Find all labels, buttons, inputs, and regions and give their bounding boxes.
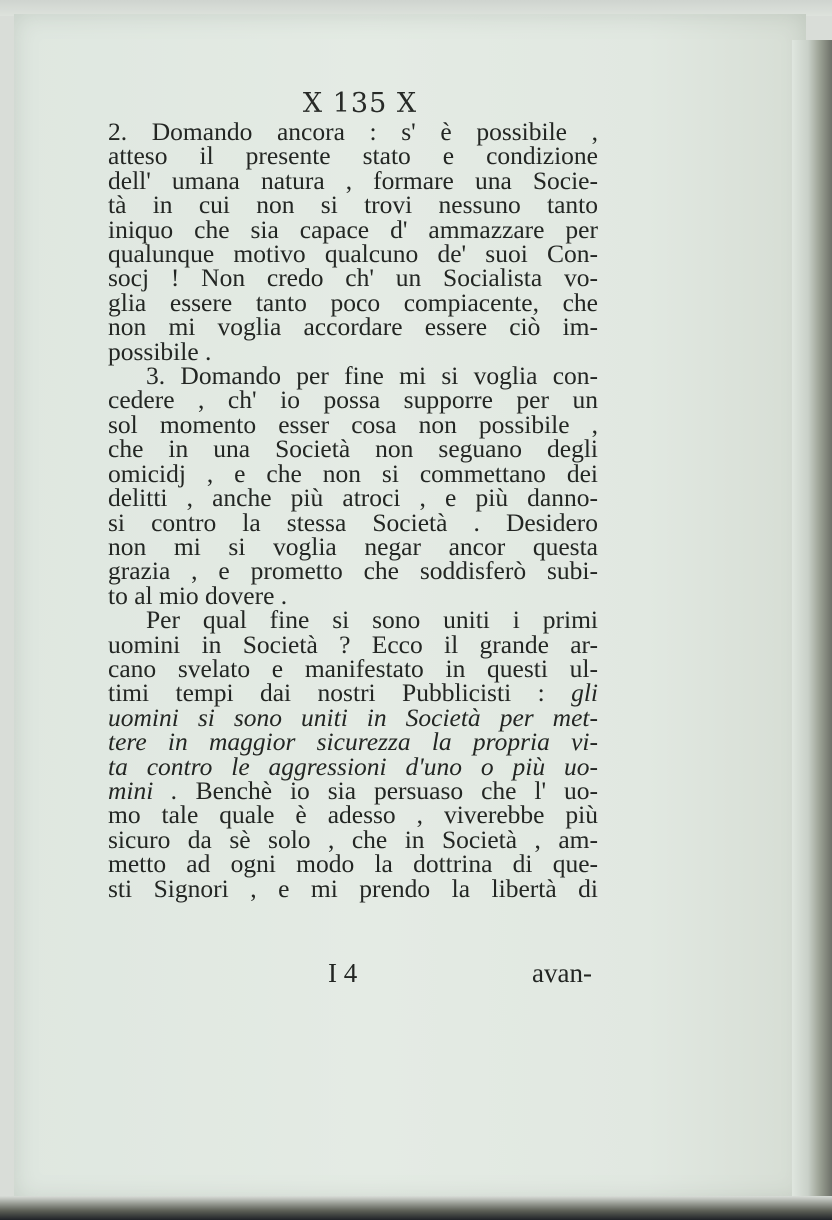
body-text xyxy=(108,117,598,903)
text-line: non mi voglia accordare essere ciò im- xyxy=(108,312,598,342)
text-line: iniquo che sia capace d' ammazzare per xyxy=(108,214,598,244)
text-line: cedere , ch' io possa supporre per un xyxy=(108,385,598,415)
page-number: X 135 X xyxy=(302,88,418,119)
text-line: metto ad ogni modo la dottrina di que- xyxy=(108,849,598,879)
text-line: glia essere tanto poco compiacente, che xyxy=(108,287,598,317)
italic-segment: gli xyxy=(571,678,598,708)
text-line: qualunque motivo qualcuno de' suoi Con- xyxy=(108,239,598,269)
text-line: atteso il presente stato e condizione xyxy=(108,141,598,171)
text-line: Per qual fine si sono uniti i primi xyxy=(146,605,598,635)
text-line: to al mio dovere . xyxy=(108,580,288,610)
text-line: sti Signori , e mi prendo la libertà di xyxy=(108,873,598,903)
text-line: omicidj , e che non si commettano dei xyxy=(108,458,598,488)
text-line: 2. Domando ancora : s' è possibile , xyxy=(108,117,598,146)
text-line: tà in cui non si trovi nessuno tanto xyxy=(108,190,598,220)
page-right-edge xyxy=(792,40,832,1220)
text-line: sicuro da sè solo , che in Società , am- xyxy=(108,824,598,854)
text-line: socj ! Non credo ch' un Socialista vo- xyxy=(108,263,598,293)
text-line: dell' umana natura , formare una Socie- xyxy=(108,165,598,195)
text-line: uomini in Società ? Ecco il grande ar- xyxy=(108,629,598,659)
text-line: non mi si voglia negar ancor questa xyxy=(108,531,598,561)
text-line: delitti , anche più atroci , e più danno- xyxy=(108,483,598,513)
text-line: sol momento esser cosa non possibile , xyxy=(108,409,598,439)
signature-mark: I 4 xyxy=(328,958,358,988)
text-line: che in una Società non seguano degli xyxy=(108,434,598,464)
page-bottom-edge xyxy=(0,1196,832,1220)
text-line: si contro la stessa Società . Desidero xyxy=(108,507,598,537)
text-line: ta contro le aggressioni d'uno o più uo- xyxy=(108,751,598,781)
text-line: mo tale quale è adesso , viverebbe più xyxy=(108,800,598,830)
roman-segment: timi tempi dai nostri Pubblicisti : xyxy=(108,678,545,708)
text-line: grazia , e prometto che soddisferò subi- xyxy=(108,556,598,586)
roman-segment: Benchè io sia persuaso che l' uo- xyxy=(177,775,598,805)
italic-segment: mini . xyxy=(108,775,178,805)
text-line: 3. Domando per fine mi si voglia con- xyxy=(146,361,598,391)
text-line: uomini si sono uniti in Società per met- xyxy=(108,702,598,732)
text-line: tere in maggior sicurezza la propria vi- xyxy=(108,727,598,757)
catchword: avan- xyxy=(532,958,592,988)
text-line: possibile . xyxy=(108,336,212,366)
text-line: cano svelato e manifestato in questi ul- xyxy=(108,653,598,683)
